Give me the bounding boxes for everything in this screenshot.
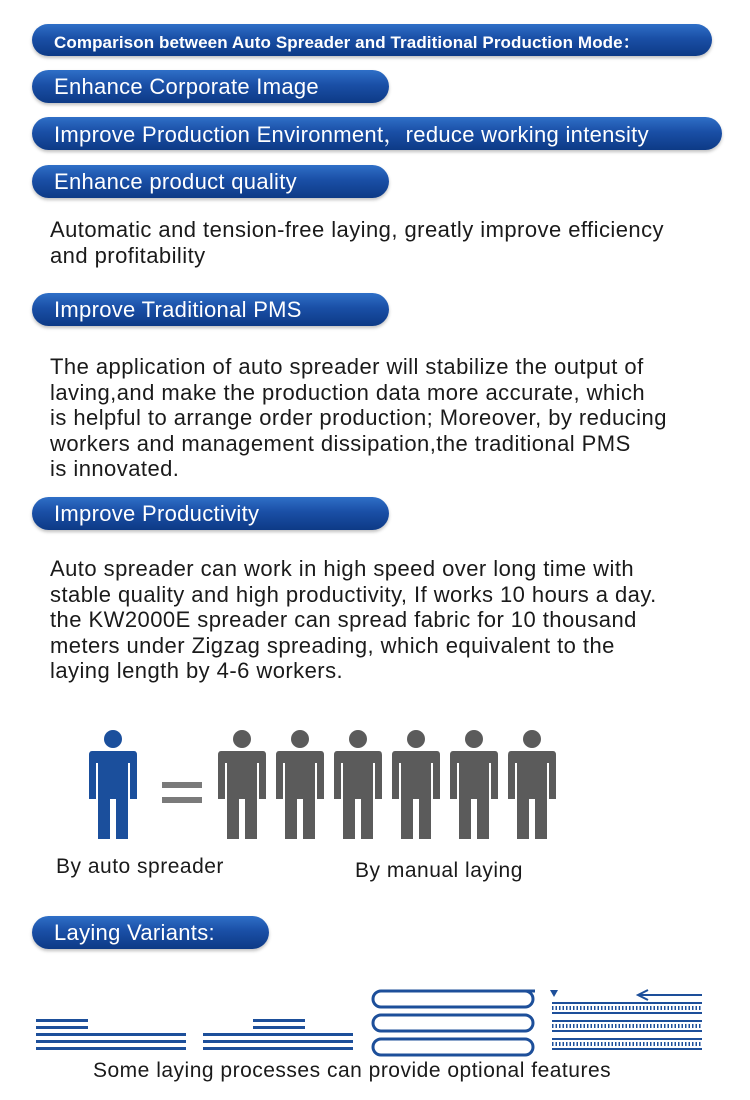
paragraph-line: meters under Zigzag spreading, which equivalent to the bbox=[50, 632, 615, 658]
section-title: Improve Production Environment，reduce working intensity bbox=[54, 122, 649, 147]
manual-worker-icon bbox=[218, 730, 266, 839]
cutter-marker-icon bbox=[550, 990, 558, 997]
variant-4-face-to-face-layers bbox=[550, 990, 702, 1050]
paragraph-line: and profitability bbox=[50, 242, 206, 268]
paragraph-line: is helpful to arrange order production; Moreover, by reducing bbox=[50, 405, 667, 430]
paragraph-line: laving,and make the production data more accurate, which bbox=[50, 379, 646, 405]
productivity-paragraph bbox=[50, 556, 730, 684]
auto-spreader-worker-icon bbox=[89, 730, 137, 839]
manual-worker-icon bbox=[276, 730, 324, 839]
section-productivity bbox=[32, 497, 389, 530]
section-title: Laying Variants: bbox=[54, 919, 215, 945]
section-title: Enhance Corporate Image bbox=[54, 73, 319, 99]
quality-paragraph bbox=[50, 217, 730, 268]
section-title: Enhance product quality bbox=[54, 168, 297, 194]
direction-arrow-icon bbox=[638, 990, 702, 1000]
manual-worker-icon bbox=[334, 730, 382, 839]
manual-workers-icon-group bbox=[218, 730, 556, 839]
auto-spreader-caption: By auto spreader bbox=[56, 855, 224, 878]
paragraph-line: is innovated. bbox=[50, 456, 180, 481]
section-corporate-image bbox=[32, 70, 389, 103]
manual-worker-icon bbox=[508, 730, 556, 839]
paragraph-line: Automatic and tension-free laying, greatly improve efficiency bbox=[50, 217, 665, 242]
section-environment bbox=[32, 117, 722, 150]
section-title: Improve Productivity bbox=[54, 500, 260, 526]
variant-1-stacked-layers bbox=[36, 1019, 186, 1050]
pms-paragraph bbox=[50, 354, 730, 482]
equals-icon bbox=[162, 782, 202, 803]
variant-3-zigzag-layers bbox=[373, 991, 535, 1055]
variant-2-stacked-layers bbox=[203, 1019, 353, 1050]
laying-variants-diagram bbox=[0, 984, 720, 1064]
paragraph-line: laying length by 4-6 workers. bbox=[50, 658, 344, 683]
paragraph-line: The application of auto spreader will stabilize the output of bbox=[50, 354, 644, 379]
section-variants bbox=[32, 916, 269, 949]
section-title: Improve Traditional PMS bbox=[54, 296, 302, 322]
heading-text: Comparison between Auto Spreader and Traditional Production Mode： bbox=[54, 32, 640, 52]
manual-worker-icon bbox=[450, 730, 498, 839]
heading-banner bbox=[32, 24, 712, 56]
paragraph-line: the KW2000E spreader can spread fabric for 10 thousand bbox=[50, 607, 637, 632]
manual-laying-caption: By manual laying bbox=[355, 859, 523, 882]
footer-note: Some laying processes can provide optional features bbox=[93, 1059, 612, 1082]
worker-comparison-illustration bbox=[80, 727, 600, 852]
manual-worker-icon bbox=[392, 730, 440, 839]
paragraph-line: Auto spreader can work in high speed over long time with bbox=[50, 556, 635, 581]
section-quality bbox=[32, 165, 389, 198]
paragraph-line: workers and management dissipation,the traditional PMS bbox=[50, 430, 631, 456]
paragraph-line: stable quality and high productivity, If works 10 hours a day. bbox=[50, 581, 657, 607]
section-pms bbox=[32, 293, 389, 326]
